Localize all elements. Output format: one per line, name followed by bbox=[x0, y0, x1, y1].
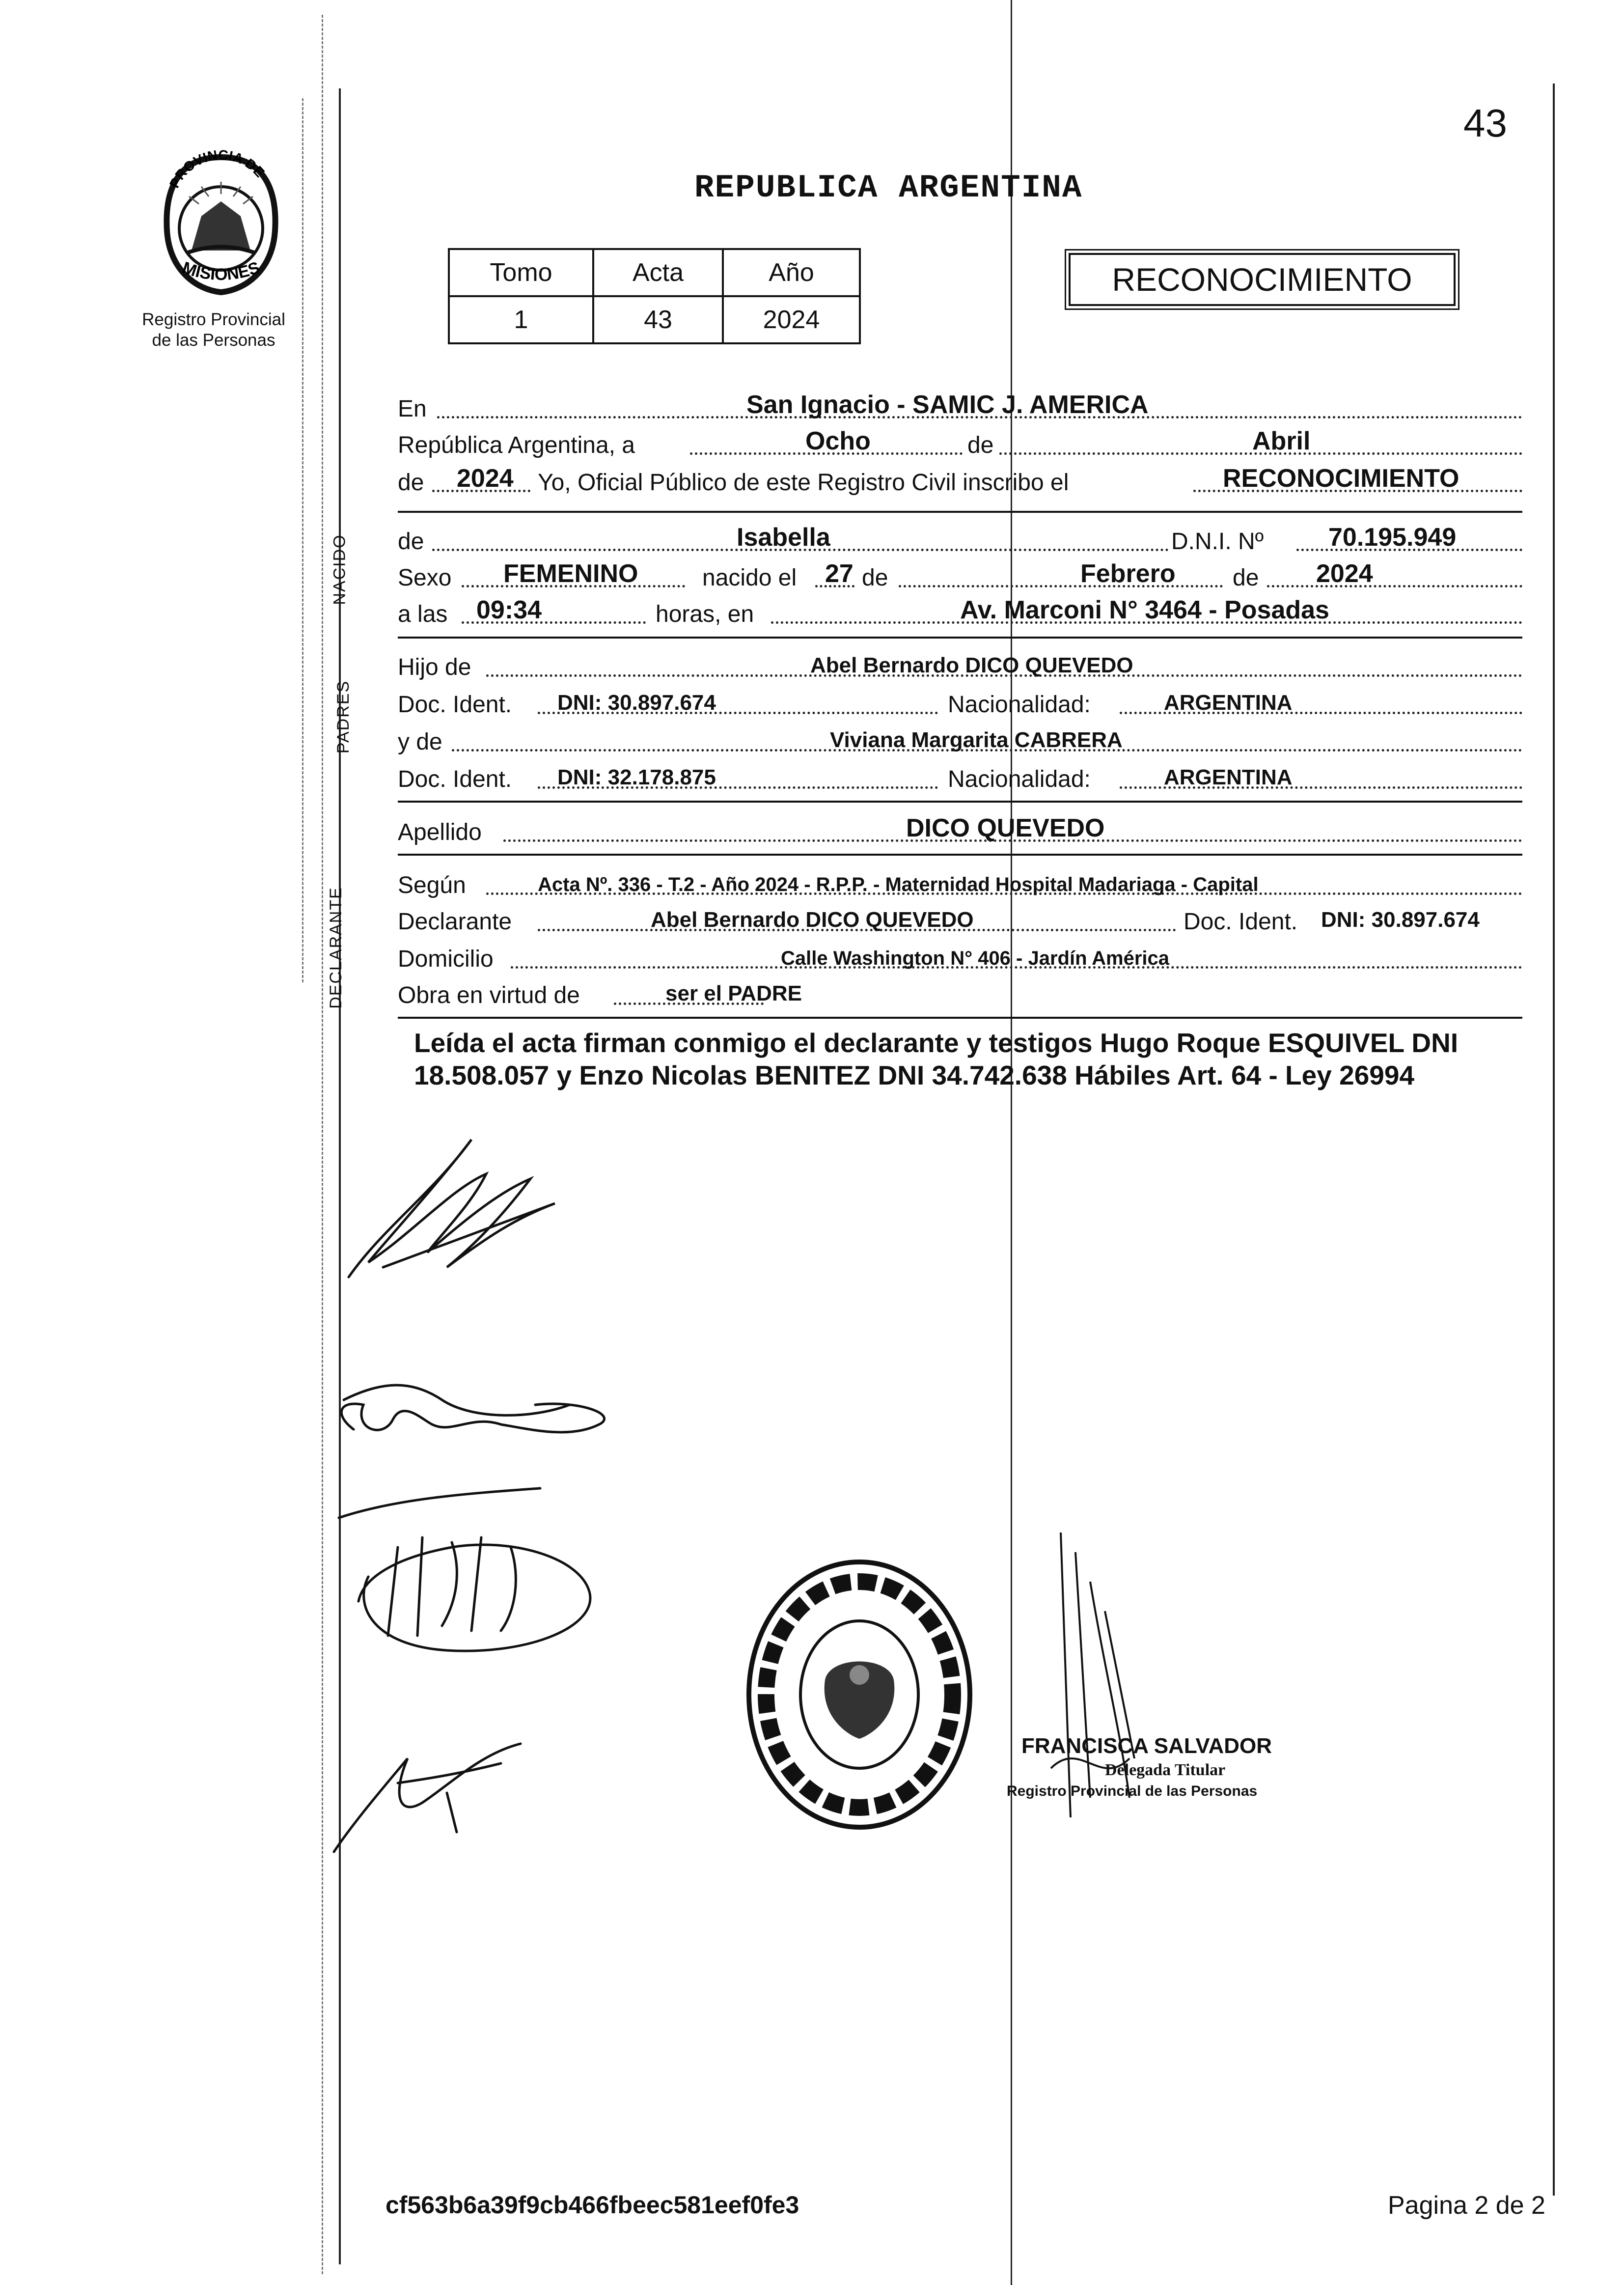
value-birth-day: 27 bbox=[825, 559, 853, 588]
scan-dashes-2 bbox=[302, 98, 303, 982]
section-label-padres: PADRES bbox=[334, 680, 353, 754]
stamp-official-name: FRANCISCA SALVADOR bbox=[1021, 1734, 1272, 1758]
document-type-box: RECONOCIMIENTO bbox=[1069, 253, 1456, 306]
row-father bbox=[398, 646, 1522, 684]
label-en: En bbox=[398, 396, 427, 422]
row-segun bbox=[398, 864, 1522, 902]
label-hijo: Hijo de bbox=[398, 654, 471, 680]
page-number: 43 bbox=[1463, 101, 1507, 145]
ref-header-acta: Acta bbox=[593, 249, 723, 296]
row-date bbox=[398, 424, 1522, 462]
value-mother-name: Viviana Margarita CABRERA bbox=[830, 728, 1123, 752]
value-month: Abril bbox=[1252, 427, 1311, 455]
ref-header-tomo: Tomo bbox=[449, 249, 593, 296]
value-father-nationality: ARGENTINA bbox=[1164, 691, 1293, 715]
row-mother-doc bbox=[398, 758, 1522, 796]
signature-witness-1 bbox=[341, 1404, 604, 1432]
registry-caption-line1: Registro Provincial bbox=[142, 310, 285, 329]
label-y-de: y de bbox=[398, 729, 442, 755]
value-mother-doc: DNI: 32.178.875 bbox=[557, 765, 716, 789]
value-surname: DICO QUEVEDO bbox=[906, 814, 1105, 842]
label-sex: Sexo bbox=[398, 565, 452, 591]
scan-line-right bbox=[1553, 84, 1555, 2196]
value-place: San Ignacio - SAMIC J. AMERICA bbox=[746, 390, 1149, 419]
provincial-seal bbox=[147, 147, 295, 300]
value-obra: ser el PADRE bbox=[665, 981, 802, 1005]
official-signature bbox=[1021, 1523, 1365, 1891]
ref-value-tomo: 1 bbox=[449, 296, 593, 343]
label-declarante-doc: Doc. Ident. bbox=[1184, 909, 1298, 935]
signatures bbox=[324, 1105, 668, 1867]
label-mother-doc: Doc. Ident. bbox=[398, 766, 512, 792]
signature-witness-2 bbox=[358, 1537, 590, 1651]
label-hours: horas, en bbox=[656, 601, 754, 627]
row-domicilio bbox=[398, 938, 1522, 975]
document-hash: cf563b6a39f9cb466fbeec581eef0fe3 bbox=[385, 2191, 799, 2219]
separator-3 bbox=[398, 801, 1522, 803]
value-father-name: Abel Bernardo DICO QUEVEDO bbox=[810, 653, 1133, 677]
row-declarante bbox=[398, 901, 1522, 938]
seal-top-text: PROVINCIA DE bbox=[166, 147, 268, 191]
row-father-doc bbox=[398, 684, 1522, 721]
label-segun: Según bbox=[398, 872, 466, 898]
stamp-office: Registro Provincial de las Personas bbox=[1007, 1783, 1258, 1799]
section-label-nacido: NACIDO bbox=[330, 534, 349, 605]
stamp-official-title: Delegada Titular bbox=[1105, 1761, 1226, 1779]
separator-2 bbox=[398, 637, 1522, 639]
label-father-nat: Nacionalidad: bbox=[948, 692, 1091, 718]
value-birth-time: 09:34 bbox=[476, 596, 542, 624]
office-stamp bbox=[737, 1552, 982, 1837]
value-year: 2024 bbox=[457, 464, 514, 493]
section-label-declarante: DECLARANTE bbox=[326, 887, 345, 1009]
row-year bbox=[398, 462, 1522, 499]
closing-line-2: 18.508.057 y Enzo Nicolas BENITEZ DNI 34.742.638 Hábiles Art. 64 - Ley 26994 bbox=[414, 1060, 1415, 1090]
row-sex-birth bbox=[398, 557, 1522, 594]
separator-4 bbox=[398, 854, 1522, 856]
scan-line-center bbox=[1011, 0, 1012, 2285]
label-mother-nat: Nacionalidad: bbox=[948, 766, 1091, 792]
pagination: Pagina 2 de 2 bbox=[1388, 2191, 1545, 2220]
value-act-type: RECONOCIMIENTO bbox=[1223, 464, 1459, 493]
value-mother-nationality: ARGENTINA bbox=[1164, 765, 1293, 789]
closing-text bbox=[414, 1027, 1543, 1091]
label-domicilio: Domicilio bbox=[398, 946, 494, 972]
inscribe-text: Yo, Oficial Público de este Registro Civil inscribo el bbox=[538, 470, 1069, 496]
value-declarante-doc: DNI: 30.897.674 bbox=[1321, 908, 1480, 932]
value-birth-month: Febrero bbox=[1080, 559, 1176, 588]
value-declarante-name: Abel Bernardo DICO QUEVEDO bbox=[651, 908, 974, 932]
registry-caption-line2: de las Personas bbox=[152, 331, 275, 350]
ref-value-acta: 43 bbox=[593, 296, 723, 343]
label-obra: Obra en virtud de bbox=[398, 982, 580, 1008]
signature-witness-3 bbox=[334, 1744, 521, 1852]
registry-caption bbox=[115, 309, 312, 351]
label-surname: Apellido bbox=[398, 819, 482, 845]
value-day: Ocho bbox=[805, 427, 871, 455]
row-obra bbox=[398, 975, 1522, 1012]
value-domicilio: Calle Washington N° 406 - Jardín América bbox=[781, 947, 1170, 969]
label-born: nacido el bbox=[702, 565, 797, 591]
reference-table bbox=[448, 248, 861, 344]
row-place bbox=[398, 388, 1522, 425]
separator-1 bbox=[398, 511, 1522, 513]
value-father-doc: DNI: 30.897.674 bbox=[557, 691, 716, 715]
value-child-dni: 70.195.949 bbox=[1328, 523, 1457, 552]
value-sex: FEMENINO bbox=[503, 559, 638, 588]
svg-text:PROVINCIA DE bbox=[166, 147, 268, 191]
label-de-birth-month: de bbox=[862, 565, 888, 591]
ref-header-ano: Año bbox=[723, 249, 860, 296]
label-republic: República Argentina, a bbox=[398, 432, 635, 458]
value-child-name: Isabella bbox=[737, 523, 830, 552]
label-at: a las bbox=[398, 601, 448, 627]
label-dni: D.N.I. Nº bbox=[1171, 529, 1264, 555]
value-birth-place: Av. Marconi N° 3464 - Posadas bbox=[960, 596, 1329, 624]
row-birth-time bbox=[398, 593, 1522, 631]
value-birth-year: 2024 bbox=[1316, 559, 1373, 588]
label-de-year: de bbox=[398, 470, 424, 496]
label-declarante: Declarante bbox=[398, 909, 512, 935]
separator-5 bbox=[398, 1017, 1522, 1019]
label-father-doc: Doc. Ident. bbox=[398, 692, 512, 718]
scan-dashes-1 bbox=[322, 15, 323, 2274]
ref-value-ano: 2024 bbox=[723, 296, 860, 343]
row-surname bbox=[398, 811, 1522, 849]
country-title: REPUBLICA ARGENTINA bbox=[694, 169, 1083, 206]
label-de-birth-year: de bbox=[1233, 565, 1259, 591]
row-mother bbox=[398, 721, 1522, 758]
value-segun: Acta Nº. 336 - T.2 - Año 2024 - R.P.P. - Maternidad Hospital Madariaga - Capital bbox=[538, 874, 1259, 895]
label-de-month: de bbox=[967, 432, 994, 458]
label-de-name: de bbox=[398, 529, 424, 555]
closing-line-1: Leída el acta firman conmigo el declarante y testigos Hugo Roque ESQUIVEL DNI bbox=[414, 1028, 1459, 1058]
seal-bottom-text: MISIONES bbox=[180, 258, 262, 284]
row-child-name bbox=[398, 521, 1522, 558]
signature-declarante bbox=[349, 1140, 555, 1277]
